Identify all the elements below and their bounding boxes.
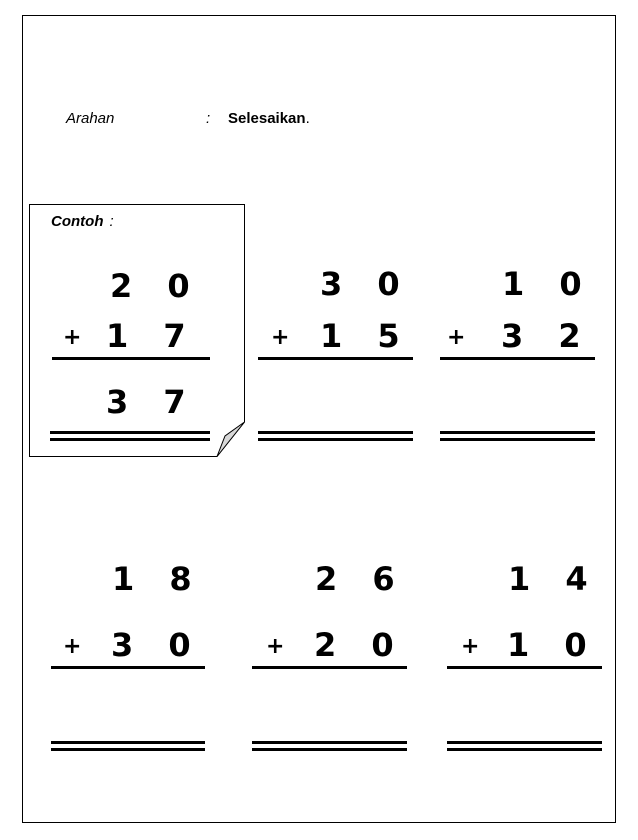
problem-6-bottom: 1 0 (507, 626, 599, 664)
problem-4-bottom: 3 0 (111, 626, 203, 664)
problem-6-answer-line (447, 741, 602, 751)
problem-1-top: 2 0 (110, 267, 202, 305)
problem-1-sum-line (52, 357, 210, 360)
problem-6-plus: + (461, 634, 480, 659)
problem-2-answer-line (258, 431, 413, 441)
problem-4-sum-line (51, 666, 205, 669)
problem-2-plus: + (271, 325, 290, 350)
problem-1-plus: + (63, 325, 82, 350)
problem-3-top: 1 0 (502, 265, 594, 303)
problem-5-plus: + (266, 634, 285, 659)
problem-3-plus: + (447, 325, 466, 350)
problem-5-top: 2 6 (315, 560, 407, 598)
problem-4-plus: + (63, 634, 82, 659)
problem-4-answer-line (51, 741, 205, 751)
instruction-colon: : (206, 110, 211, 127)
problem-2-top: 3 0 (320, 265, 412, 303)
problem-5-sum-line (252, 666, 407, 669)
example-label: Contoh : (51, 213, 114, 230)
instruction-label: Arahan (66, 110, 115, 127)
problem-6-top: 1 4 (508, 560, 600, 598)
problem-4-top: 1 8 (112, 560, 204, 598)
problem-3-bottom: 3 2 (501, 317, 593, 355)
problem-5-answer-line (252, 741, 407, 751)
problem-5-bottom: 2 0 (314, 626, 406, 664)
problem-3-sum-line (440, 357, 595, 360)
problem-2-bottom: 1 5 (320, 317, 412, 355)
problem-1-answer: 3 7 (106, 383, 198, 421)
problem-1-answer-line (50, 431, 210, 441)
instruction-text: Selesaikan. (228, 110, 310, 127)
problem-1-bottom: 1 7 (106, 317, 198, 355)
problem-3-answer-line (440, 431, 595, 441)
problem-2-sum-line (258, 357, 413, 360)
problem-6-sum-line (447, 666, 602, 669)
